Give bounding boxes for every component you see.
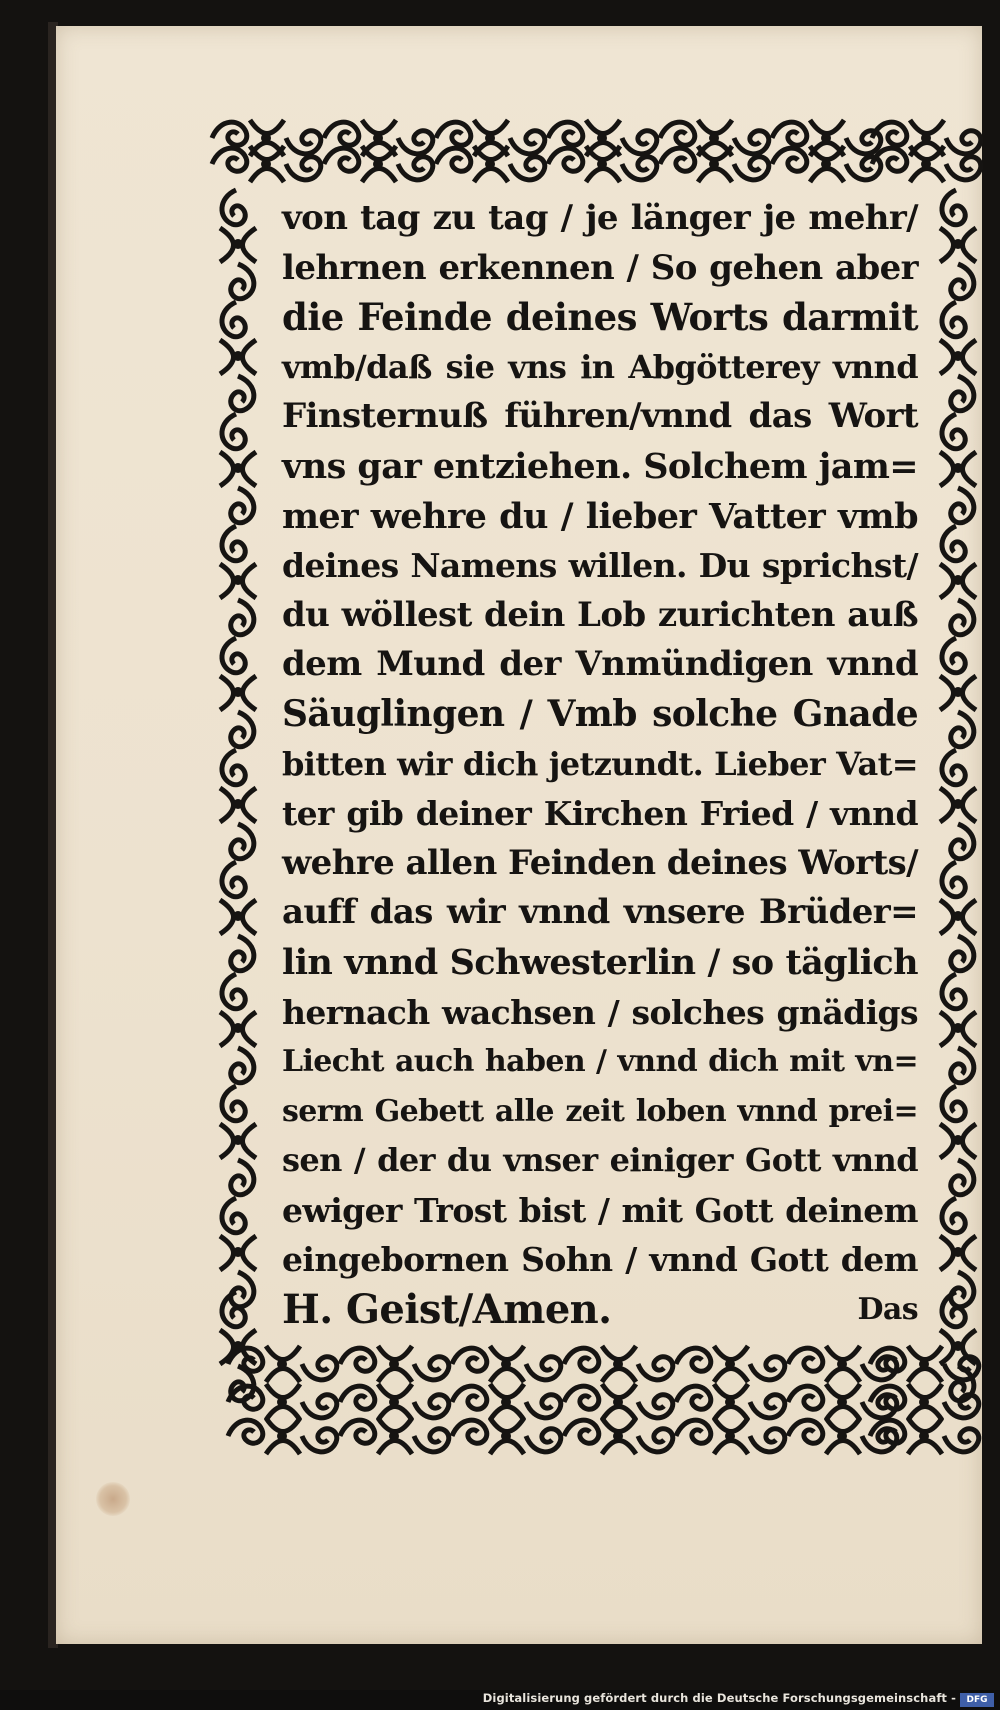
text-line: serm Gebett alle zeit loben vnnd prei= (282, 1093, 918, 1129)
text-line: vns gar entziehen. Solchem jam= (282, 445, 918, 487)
text-line: von tag zu tag / je länger je mehr/ (282, 198, 918, 238)
text-line: deines Namens willen. Du sprichst/ (282, 546, 918, 586)
text-line: die Feinde deines Worts darmit (282, 295, 918, 340)
text-line: bitten wir dich jetzundt. Lieber Vat= (282, 744, 918, 783)
border-right (940, 190, 976, 1401)
border-top (206, 112, 986, 184)
border-left (220, 190, 256, 1401)
text-line: Säuglingen / Vmb solche Gnade (282, 692, 918, 735)
text-line: auff das wir vnnd vnsere Brüder= (282, 892, 918, 933)
text-line: du wöllest dein Lob zurichten auß (282, 594, 918, 635)
text-line: Liecht auch haben / vnnd dich mit vn= (282, 1044, 918, 1080)
prayer-text (282, 194, 918, 1335)
text-line: vmb/daß sie vns in Abgötterey vnnd (282, 347, 918, 386)
text-line: ewiger Trost bist / mit Gott deinem (282, 1190, 918, 1230)
text-line: lin vnnd Schwesterlin / so täglich (282, 941, 918, 983)
dfg-logo: DFG (960, 1693, 994, 1707)
text-line: wehre allen Feinden deines Worts/ (282, 842, 918, 883)
text-line: eingebornen Sohn / vnnd Gott dem (282, 1240, 918, 1280)
funding-credit: Digitalisierung gefördert durch die Deutsche Forschungsgemeinschaft - (482, 1691, 956, 1705)
text-line: hernach wachsen / solches gnädigs (282, 992, 918, 1032)
border-bottom (228, 1346, 979, 1454)
closing-line (282, 1285, 918, 1335)
text-line: dem Mund der Vnmündigen vnnd (282, 644, 918, 685)
text-line: mer wehre du / lieber Vatter vmb (282, 495, 918, 537)
text-line: Finsternuß führen/vnnd das Wort (282, 396, 918, 437)
text-line: ter gib deiner Kirchen Fried / vnnd (282, 794, 918, 834)
catchword: Das (857, 1292, 918, 1328)
closing-amen: H. Geist/Amen. (282, 1286, 612, 1334)
text-line: lehrnen erkennen / So gehen aber (282, 247, 918, 288)
text-line: sen / der du vnser einiger Gott vnnd (282, 1141, 918, 1180)
